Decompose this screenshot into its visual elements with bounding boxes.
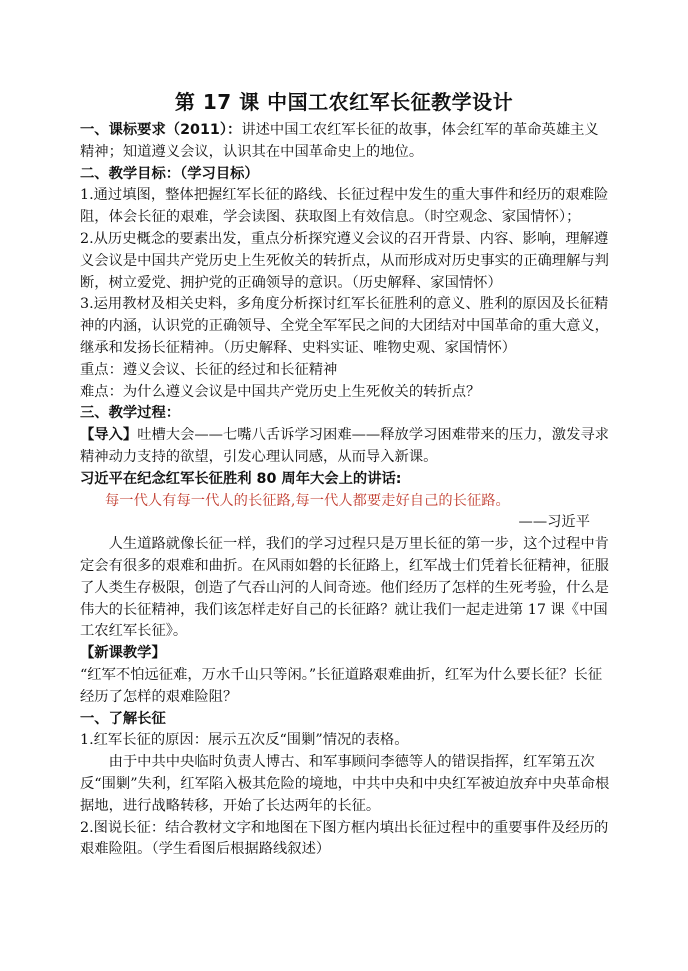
body-paragraph: “红军不怕远征难，万水千山只等闲。”长征道路艰难曲折，红军为什么要长征？长征经历了怎样的艰难险阻？	[80, 666, 603, 705]
quote-text: 每一代人有每一代人的长征路,每一代人都要走好自己的长征路。	[105, 492, 510, 509]
document-body	[80, 120, 610, 861]
section-curriculum: 一、课标要求（2011）：讲述中国工农红军长征的故事，体会红军的革命英雄主义精神；知道遵义会议，认识其在中国革命史上的地位。	[80, 122, 599, 160]
body-paragraph: 由于中共中央临时负责人博古、和军事顾问李德等人的错误指挥，红军第五次反“围剿”失利，红军陷入极其危险的境地，中共中央和中央红军被迫放弃中央革命根据地，进行战略转移，开始了长达两年的长征。	[80, 754, 610, 814]
section-heading: 二、教学目标：（学习目标）	[80, 165, 259, 182]
list-item: 2.图说长征：结合教材文字和地图在下图方框内填出长征过程中的重要事件及经历的艰难险阻。（学生看图后根据路线叙述）	[80, 819, 609, 858]
page-title: 第 17 课 中国工农红军长征教学设计	[174, 90, 514, 114]
difficult-point: 难点：为什么遵义会议是中国共产党历史上生死攸关的转折点？	[80, 383, 481, 400]
goal-item: 2.从历史概念的要素出发，重点分析探究遵义会议的召开背景、内容、影响，理解遵义会议是中国共产党历史上生死攸关的转折点，从而形成对历史事实的正确理解与判断，树立爱党、拥护党的正确领导的意识。（历史解释、家国情怀）	[80, 230, 609, 291]
section-heading: 一、课标要求（2011）：	[80, 122, 242, 138]
goal-item: 3.运用教材及相关史料，多角度分析探讨红军长征胜利的意义、胜利的原因及长征精神的内涵，认识党的正确领导、全党全军军民之间的大团结对中国革命的重大意义，继承和发扬长征精神。（历史解释、史料实证、唯物史观、家国情怀）	[80, 296, 609, 356]
speech-heading: 习近平在纪念红军长征胜利 80 周年大会上的讲话:	[80, 470, 402, 487]
goal-item: 1.通过填图，整体把握红军长征的路线、长征过程中发生的重大事件和经历的艰难险阻，体会长征的艰难，学会读图、获取图上有效信息。（时空观念、家国情怀）；	[80, 187, 609, 226]
list-item: 1.红军长征的原因：展示五次反“围剿”情况的表格。	[80, 732, 409, 749]
intro-paragraph: 【导入】吐槽大会——七嘴八舌诉学习困难——释放学习困难带来的压力，激发寻求精神动力支持的欲望，引发心理认同感，从而导入新课。	[80, 427, 609, 465]
subsection-heading: 一、了解长征	[80, 710, 166, 727]
quote-attribution: ——习近平	[518, 514, 590, 531]
body-paragraph: 人生道路就像长征一样，我们的学习过程只是万里长征的第一步，这个过程中肯定会有很多的艰难和曲折。在风雨如磐的长征路上，红军战士们凭着长征精神，征服了人类生存极限，创造了气吞山河的人间奇迹。他们经历了怎样的生死考验，什么是伟大的长征精神，我们该怎样走好自己的长征路？就让我们一起走进第 17 课《中国工农红军长征》。	[80, 536, 609, 640]
new-lesson-tag: 【新课教学】	[80, 645, 166, 662]
section-heading: 三、教学过程：	[80, 405, 181, 422]
key-point: 重点：遵义会议、长征的经过和长征精神	[80, 361, 338, 378]
